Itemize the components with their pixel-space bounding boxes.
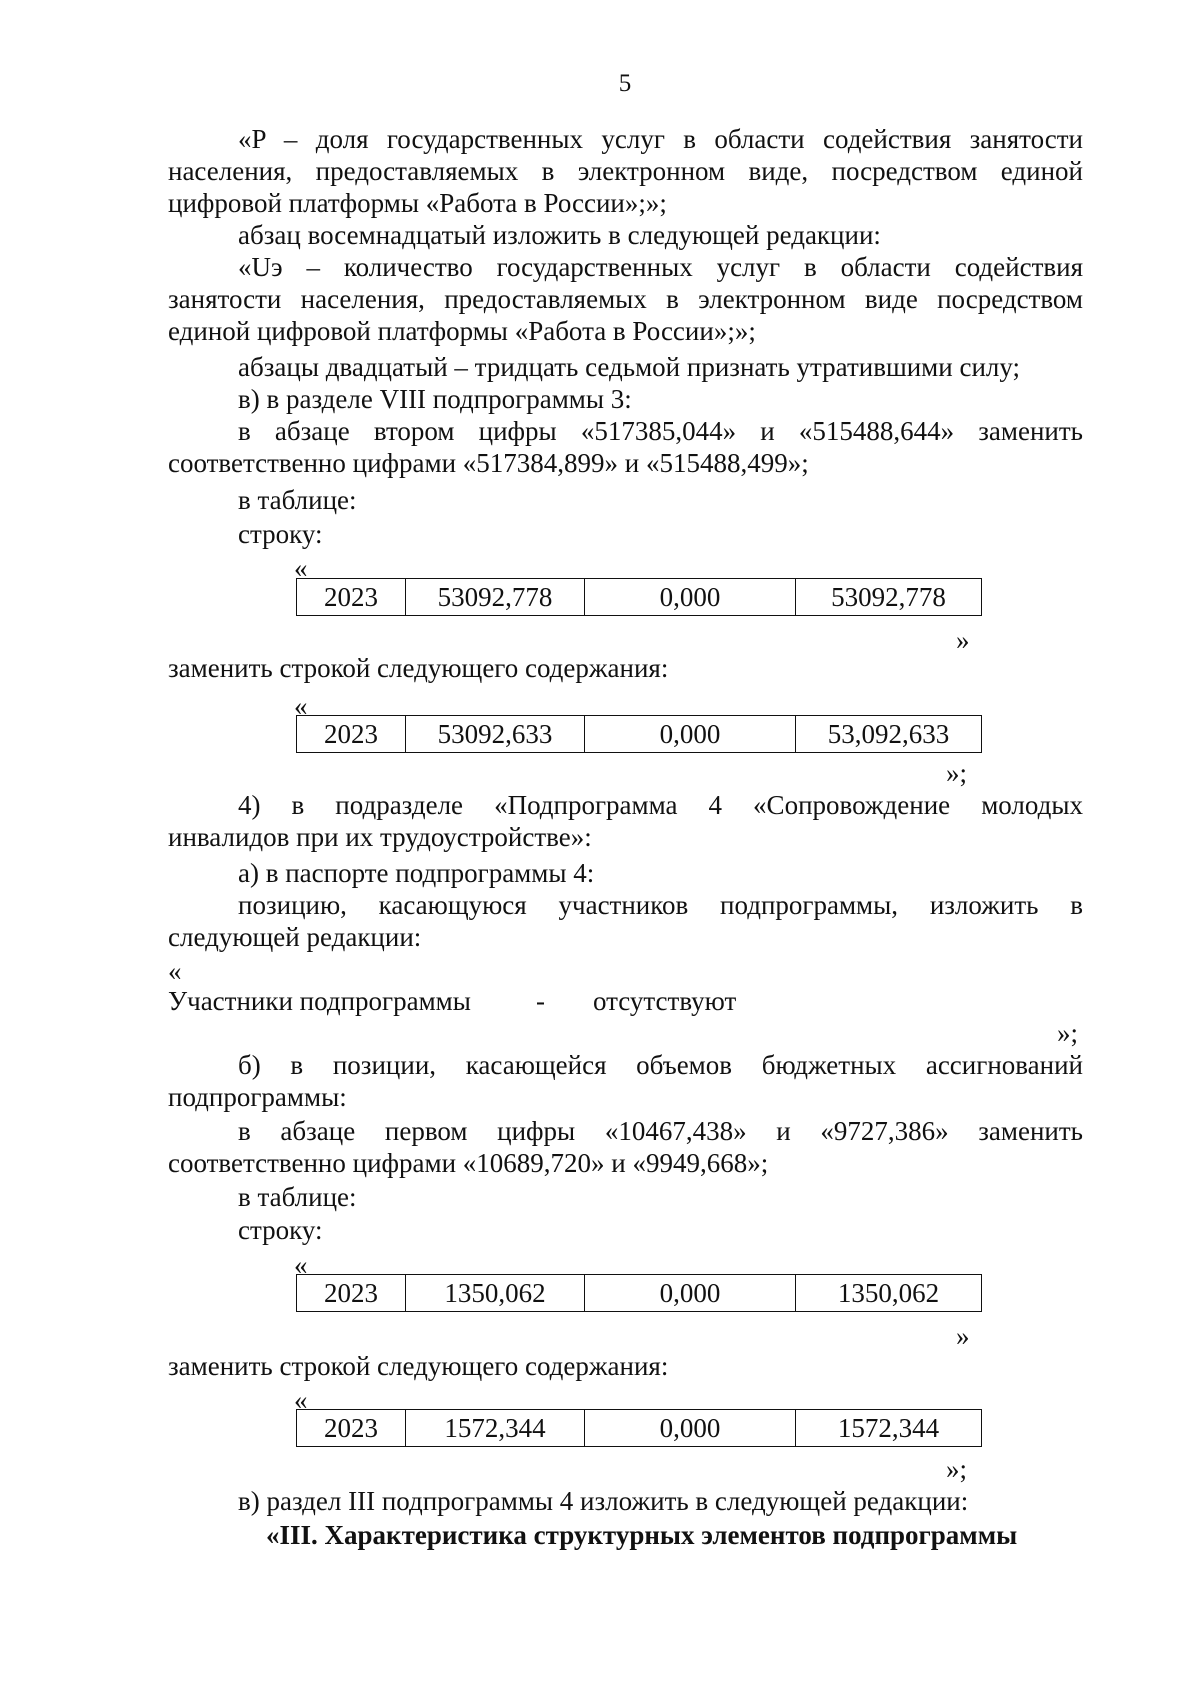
paragraph-participants-position xyxy=(168,889,1083,953)
paragraph-text: строку: xyxy=(238,519,323,549)
page-number: 5 xyxy=(618,70,632,97)
paragraph-text: в таблице: xyxy=(238,485,357,515)
open-quote: « xyxy=(294,691,308,721)
paragraph-text: в) в разделе VIII подпрограммы 3: xyxy=(238,384,632,414)
table-cell: 0,000 xyxy=(585,579,796,616)
text-line: инвалидов при их трудоустройстве»: xyxy=(168,822,592,852)
text-line: 4) в подразделе «Подпрограмма 4 «Сопровождение молодых xyxy=(238,790,1083,820)
text-line: соответственно цифрами «10689,720» и «9949,668»; xyxy=(168,1148,769,1178)
table-row-new-1 xyxy=(296,715,982,753)
text-line: занятости населения, предоставляемых в электронном виде посредством xyxy=(168,284,1083,314)
table-cell: 2023 xyxy=(297,716,406,753)
table-row-new-2 xyxy=(296,1409,982,1447)
text-line: позицию, касающуюся участников подпрограммы, изложить в xyxy=(238,890,1083,920)
text-line: в абзаце втором цифры «517385,044» и «515488,644» заменить xyxy=(238,416,1083,446)
table-cell: 0,000 xyxy=(585,716,796,753)
paragraph-figures-2 xyxy=(168,1115,1083,1179)
close-quote: » xyxy=(956,1321,970,1351)
text-line: цифровой платформы «Работа в России»;»; xyxy=(168,188,667,218)
paragraph-count-definition xyxy=(168,251,1083,347)
table-cell: 2023 xyxy=(297,1410,406,1447)
paragraph-text: заменить строкой следующего содержания: xyxy=(168,653,669,683)
paragraph-budget-position xyxy=(168,1049,1083,1113)
paragraph-share-definition xyxy=(168,123,1083,219)
table-cell: 53092,633 xyxy=(406,716,585,753)
table-cell: 2023 xyxy=(297,1275,406,1312)
text-line: в абзаце первом цифры «10467,438» и «9727,386» заменить xyxy=(238,1116,1083,1146)
paragraph-text: в таблице: xyxy=(238,1182,357,1212)
open-quote: « xyxy=(168,956,182,986)
table-cell: 2023 xyxy=(297,579,406,616)
text-line: подпрограммы: xyxy=(168,1082,347,1112)
table-cell: 1572,344 xyxy=(796,1410,982,1447)
text-line: единой цифровой платформы «Работа в России»;»; xyxy=(168,316,756,346)
paragraph-text: абзацы двадцатый – тридцать седьмой признать утратившими силу; xyxy=(238,352,1021,382)
table-cell: 0,000 xyxy=(585,1410,796,1447)
table-cell: 1350,062 xyxy=(796,1275,982,1312)
participants-value: отсутствуют xyxy=(593,986,737,1016)
participants-dash: - xyxy=(536,986,545,1016)
close-quote: » xyxy=(956,625,970,655)
paragraph-text: строку: xyxy=(238,1215,323,1245)
table-row-old-1 xyxy=(296,578,982,616)
table-cell: 53,092,633 xyxy=(796,716,982,753)
open-quote: « xyxy=(294,1250,308,1280)
text-line: «Uэ – количество государственных услуг в области содействия xyxy=(238,252,1083,282)
paragraph-subsection-4 xyxy=(168,789,1083,853)
table-cell: 53092,778 xyxy=(406,579,585,616)
open-quote: « xyxy=(294,553,308,583)
table-cell: 1350,062 xyxy=(406,1275,585,1312)
participants-label: Участники подпрограммы xyxy=(168,986,471,1016)
paragraph-text: абзац восемнадцатый изложить в следующей редакции: xyxy=(238,220,881,250)
paragraph-text: а) в паспорте подпрограммы 4: xyxy=(238,858,595,888)
close-quote: »; xyxy=(946,758,968,788)
text-line: следующей редакции: xyxy=(168,922,422,952)
paragraph-text: в) раздел III подпрограммы 4 изложить в следующей редакции: xyxy=(238,1486,969,1516)
table-row-old-2 xyxy=(296,1274,982,1312)
paragraph-text: заменить строкой следующего содержания: xyxy=(168,1351,669,1381)
section-heading: «III. Характеристика структурных элементов подпрограммы xyxy=(266,1520,1018,1550)
text-line: «P – доля государственных услуг в области содействия занятости xyxy=(238,124,1083,154)
table-cell: 0,000 xyxy=(585,1275,796,1312)
table-cell: 53092,778 xyxy=(796,579,982,616)
open-quote: « xyxy=(294,1385,308,1415)
text-line: соответственно цифрами «517384,899» и «515488,499»; xyxy=(168,448,809,478)
table-cell: 1572,344 xyxy=(406,1410,585,1447)
close-quote: »; xyxy=(946,1454,968,1484)
text-line: населения, предоставляемых в электронном виде, посредством единой xyxy=(168,156,1083,186)
close-quote: »; xyxy=(1057,1018,1079,1048)
text-line: б) в позиции, касающейся объемов бюджетных ассигнований xyxy=(238,1050,1083,1080)
paragraph-figures xyxy=(168,415,1083,479)
